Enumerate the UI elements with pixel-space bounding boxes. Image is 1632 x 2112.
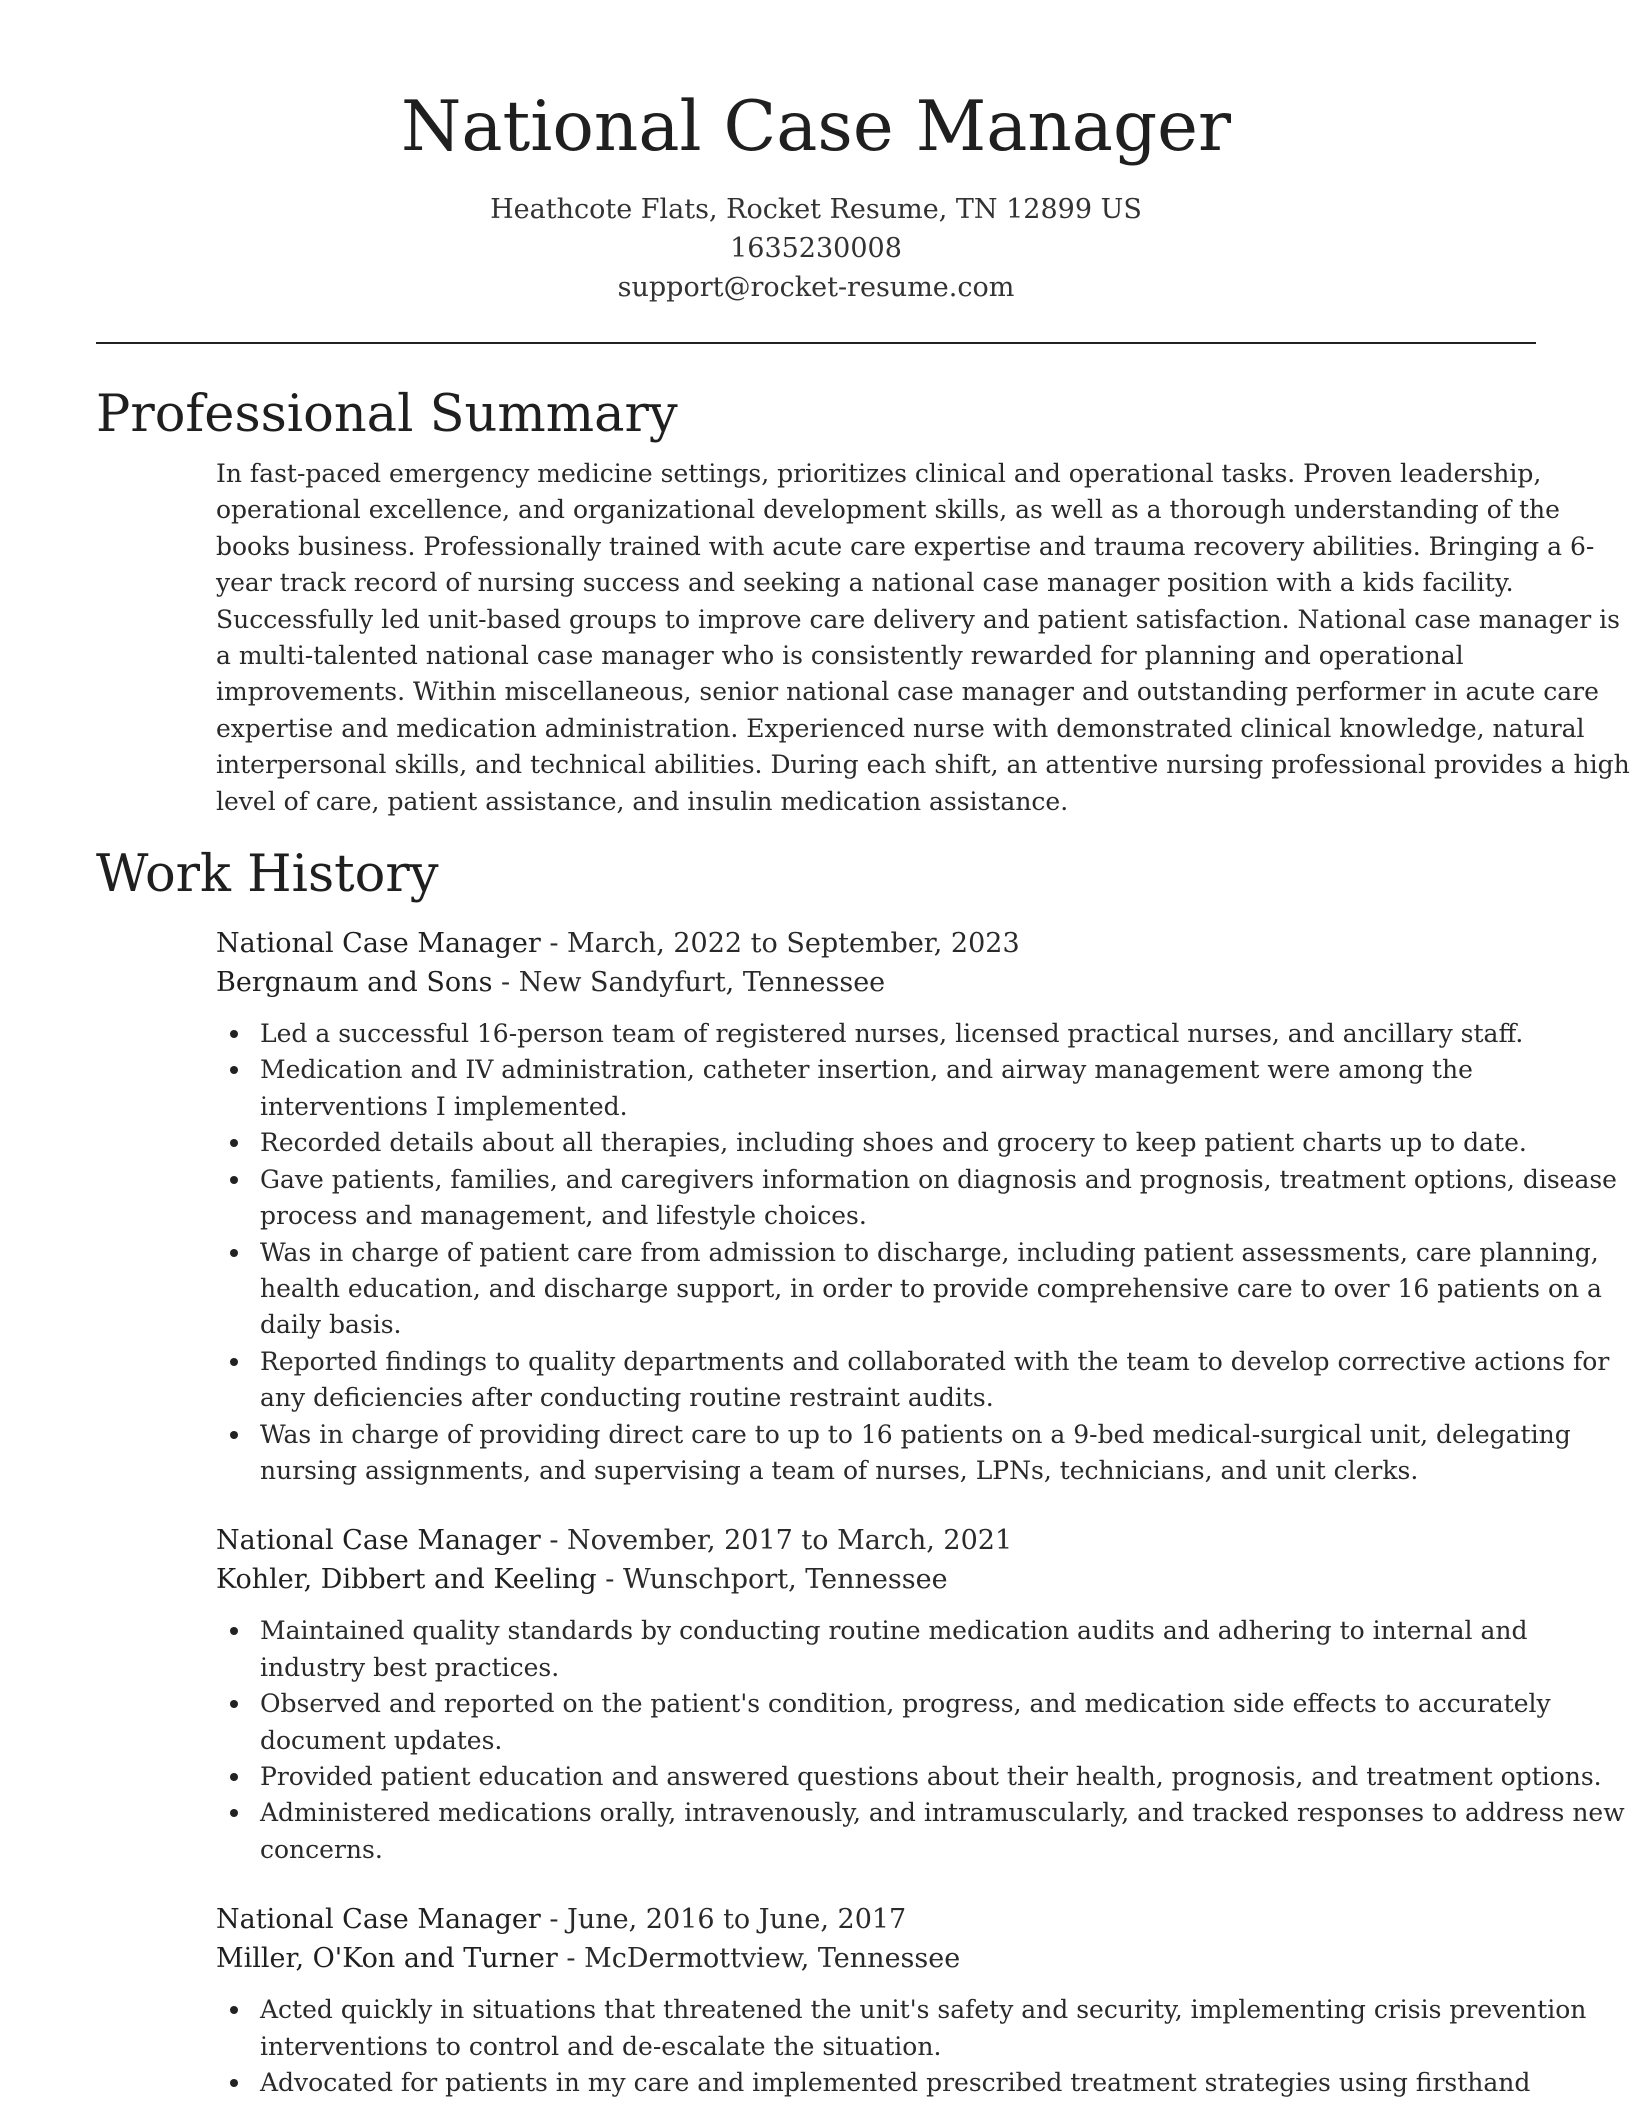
bullet-dot [230,1030,238,1038]
job-bullet [216,2065,1632,2101]
bullet-text: Advocated for patients in my care and implemented prescribed treatment strategies using firsthand [260,2068,1531,2097]
job-bullet [216,1417,1632,1490]
work-history-heading: Work History [96,845,439,905]
job-bullet [216,1344,1632,1417]
job-location: - McDermottview, Tennessee [557,1943,961,1975]
job-bullet [216,1992,1632,2065]
bullet-dot [230,2006,238,2014]
job-dates: - November, 2017 to March, 2021 [540,1525,1013,1557]
job-bullet-list [216,1992,1632,2101]
contact-email: support@rocket-resume.com [617,272,1015,303]
bullet-text: Acted quickly in situations that threatened the unit's safety and security, implementing crisis prevention interventions to control and de-escalate the situation. [260,1995,1587,2061]
bullet-text: Recorded details about all therapies, including shoes and grocery to keep patient charts up to date. [260,1128,1527,1158]
bullet-text: Reported findings to quality departments and collaborated with the team to develop corrective actions for any deficiencies after conducting routine restraint audits. [260,1346,1610,1413]
summary-heading: Professional Summary [96,385,678,444]
bullet-dot [230,1431,238,1439]
job-bullet-list [216,1613,1632,1868]
job-bullet [216,1125,1632,1161]
job-bullet [216,1052,1632,1125]
bullet-text: Led a successful 16-person team of registered nurses, licensed practical nurses, and ancillary staff. [260,1019,1524,1049]
bullet-dot [230,2079,238,2087]
bullet-dot [230,1809,238,1817]
job-role: National Case Manager [216,928,541,960]
job-role: National Case Manager [216,1525,541,1557]
bullet-dot [230,1249,238,1257]
bullet-text: Provided patient education and answered questions about their health, prognosis, and treatment options. [260,1761,1602,1791]
job-entry [216,924,1632,1489]
resume-body [96,380,1630,2101]
bullet-text: Medication and IV administration, catheter insertion, and airway management were among the interventions I implemented. [260,1055,1473,1121]
candidate-name: National Case Manager [401,87,1231,167]
job-company-line [216,1939,1632,1978]
job-company: Miller, O'Kon and Turner [216,1943,558,1975]
bullet-dot [230,1139,238,1147]
bullet-text: Was in charge of patient care from admission to discharge, including patient assessments, care planning, health education, and discharge support, in order to provide comprehensive care to over 16 patients on a daily basis. [260,1237,1602,1340]
job-company: Kohler, Dibbert and Keeling [216,1564,597,1596]
job-title-line [216,1521,1632,1560]
bullet-dot [230,1627,238,1635]
job-bullet [216,1759,1632,1795]
bullet-dot [230,1773,238,1781]
bullet-dot [230,1700,238,1708]
header-divider [96,342,1536,344]
job-entry [216,1521,1632,1868]
bullet-dot [230,1176,238,1184]
job-company: Bergnaum and Sons [216,967,493,999]
contact-phone: 1635230008 [730,233,902,264]
job-dates: - June, 2016 to June, 2017 [540,1904,907,1936]
job-bullet [216,1235,1632,1344]
job-bullet [216,1016,1632,1052]
job-title-line [216,1900,1632,1939]
job-location: - Wunschport, Tennessee [596,1564,948,1596]
resume-header [96,82,1536,307]
job-title-line [216,924,1632,963]
job-entry [216,1900,1632,2101]
job-location: - New Sandyfurt, Tennessee [492,967,886,999]
summary-text: In fast-paced emergency medicine settings, prioritizes clinical and operational tasks. Proven leadership, operational excellence, and organizational development skills, as well as a thorough understanding of the books business. Professionally trained with acute care expertise and trauma recovery abilities. Bringing a 6-year track record of nursing success and seeking a national case manager position with a kids facility. Successfully led unit-based groups to improve care delivery and patient satisfaction. National case manager is a multi-talented national case manager who is consistently rewarded for planning and operational improvements. Within miscellaneous, senior national case manager and outstanding performer in acute care expertise and medication administration. Experienced nurse with demonstrated clinical knowledge, natural interpersonal skills, and technical abilities. During each shift, an attentive nursing professional provides a high level of care, patient assistance, and insulin medication assistance. [216,459,1630,816]
bullet-text: Observed and reported on the patient's condition, progress, and medication side effects to accurately document updates. [260,1689,1551,1755]
job-bullet [216,1795,1632,1868]
bullet-text: Gave patients, families, and caregivers information on diagnosis and prognosis, treatment options, disease process and management, and lifestyle choices. [260,1164,1617,1231]
bullet-text: Was in charge of providing direct care to up to 16 patients on a 9-bed medical-surgical unit, delegating nursing assignments, and supervising a team of nurses, LPNs, technicians, and unit clerks. [260,1419,1571,1485]
job-role: National Case Manager [216,1904,541,1936]
job-dates: - March, 2022 to September, 2023 [540,928,1020,960]
job-bullet-list [216,1016,1632,1489]
contact-address: Heathcote Flats, Rocket Resume, TN 12899 US [490,194,1142,225]
job-bullet [216,1162,1632,1235]
job-bullet [216,1686,1632,1759]
job-company-line [216,963,1632,1002]
bullet-text: Administered medications orally, intravenously, and intramuscularly, and tracked responses to address new concerns. [260,1798,1625,1864]
job-bullet [216,1613,1632,1686]
bullet-dot [230,1358,238,1366]
bullet-dot [230,1066,238,1074]
job-company-line [216,1560,1632,1599]
bullet-text: Maintained quality standards by conducting routine medication audits and adhering to internal and industry best practices. [260,1616,1528,1682]
